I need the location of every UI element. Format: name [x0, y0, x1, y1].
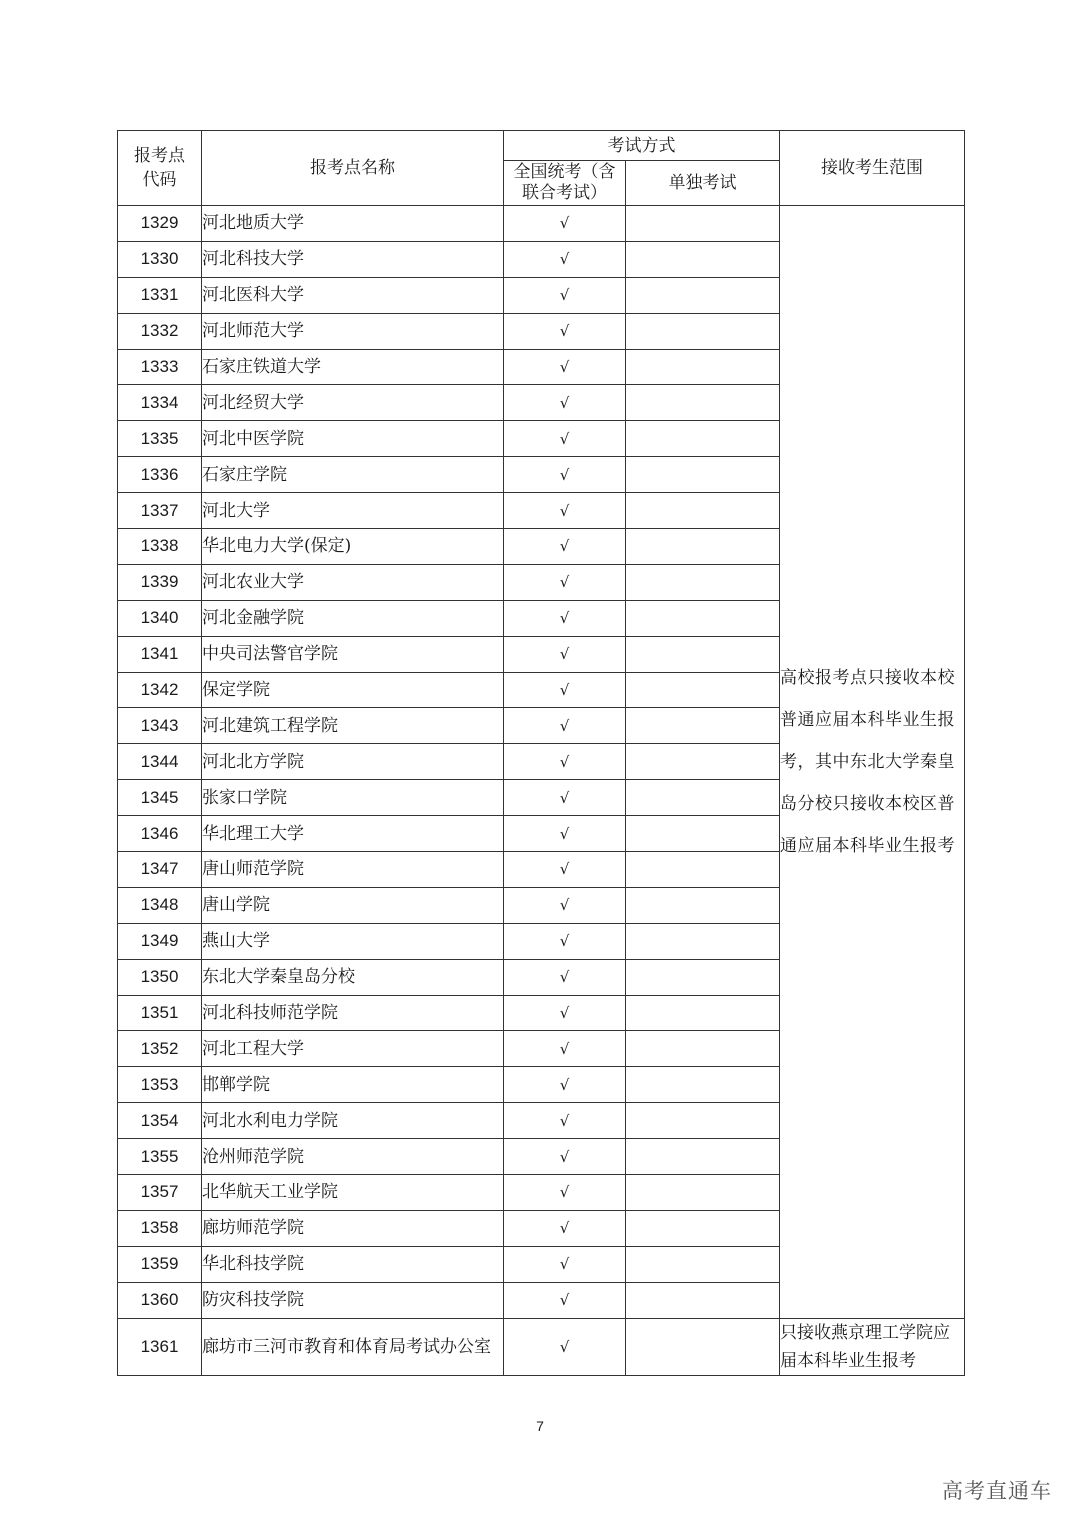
name-cell: 河北科技大学	[202, 241, 504, 277]
single-exam-cell	[626, 923, 780, 959]
single-exam-cell	[626, 887, 780, 923]
name-cell: 东北大学秦皇岛分校	[202, 959, 504, 995]
national-check-cell: √	[504, 277, 626, 313]
single-exam-cell	[626, 1318, 780, 1375]
national-check-cell: √	[504, 1318, 626, 1375]
single-exam-cell	[626, 493, 780, 529]
single-exam-cell	[626, 206, 780, 242]
single-exam-cell	[626, 1031, 780, 1067]
single-exam-cell	[626, 241, 780, 277]
single-exam-cell	[626, 385, 780, 421]
code-cell: 1342	[118, 672, 202, 708]
name-cell: 河北北方学院	[202, 744, 504, 780]
code-cell: 1346	[118, 816, 202, 852]
national-check-cell: √	[504, 493, 626, 529]
code-cell: 1330	[118, 241, 202, 277]
national-check-cell: √	[504, 564, 626, 600]
single-exam-cell	[626, 708, 780, 744]
code-cell: 1336	[118, 457, 202, 493]
single-exam-cell	[626, 313, 780, 349]
national-check-cell: √	[504, 600, 626, 636]
name-cell: 河北水利电力学院	[202, 1103, 504, 1139]
national-check-cell: √	[504, 349, 626, 385]
name-cell: 石家庄学院	[202, 457, 504, 493]
national-check-cell: √	[504, 1246, 626, 1282]
name-cell: 邯郸学院	[202, 1067, 504, 1103]
national-check-cell: √	[504, 385, 626, 421]
name-cell: 华北理工大学	[202, 816, 504, 852]
national-check-cell: √	[504, 887, 626, 923]
national-check-cell: √	[504, 421, 626, 457]
single-exam-cell	[626, 600, 780, 636]
code-cell: 1339	[118, 564, 202, 600]
code-cell: 1334	[118, 385, 202, 421]
name-cell: 石家庄铁道大学	[202, 349, 504, 385]
national-check-cell: √	[504, 636, 626, 672]
single-exam-cell	[626, 959, 780, 995]
single-exam-cell	[626, 780, 780, 816]
header-single: 单独考试	[626, 161, 780, 206]
table-body	[118, 206, 965, 1376]
code-cell: 1349	[118, 923, 202, 959]
code-cell: 1340	[118, 600, 202, 636]
header-exam-mode: 考试方式	[504, 131, 780, 161]
name-cell: 张家口学院	[202, 780, 504, 816]
name-cell: 河北中医学院	[202, 421, 504, 457]
code-cell: 1331	[118, 277, 202, 313]
code-cell: 1357	[118, 1175, 202, 1211]
single-exam-cell	[626, 636, 780, 672]
header-national: 全国统考（含联合考试）	[504, 161, 626, 206]
name-cell: 河北大学	[202, 493, 504, 529]
header-code: 报考点代码	[118, 131, 202, 206]
national-check-cell: √	[504, 780, 626, 816]
national-check-cell: √	[504, 1031, 626, 1067]
scope-cell-last: 只接收燕京理工学院应届本科毕业生报考	[780, 1318, 965, 1375]
single-exam-cell	[626, 1103, 780, 1139]
code-cell: 1335	[118, 421, 202, 457]
code-cell: 1360	[118, 1282, 202, 1318]
name-cell: 唐山学院	[202, 887, 504, 923]
name-cell: 廊坊市三河市教育和体育局考试办公室	[202, 1318, 504, 1375]
code-cell: 1354	[118, 1103, 202, 1139]
national-check-cell: √	[504, 1210, 626, 1246]
single-exam-cell	[626, 672, 780, 708]
name-cell: 河北科技师范学院	[202, 995, 504, 1031]
single-exam-cell	[626, 1210, 780, 1246]
single-exam-cell	[626, 1067, 780, 1103]
code-cell: 1343	[118, 708, 202, 744]
code-cell: 1345	[118, 780, 202, 816]
code-cell: 1338	[118, 529, 202, 565]
code-cell: 1348	[118, 887, 202, 923]
single-exam-cell	[626, 529, 780, 565]
name-cell: 河北工程大学	[202, 1031, 504, 1067]
national-check-cell: √	[504, 206, 626, 242]
single-exam-cell	[626, 995, 780, 1031]
exam-site-table	[117, 130, 965, 1376]
national-check-cell: √	[504, 959, 626, 995]
page-number: 7	[536, 1418, 544, 1434]
code-cell: 1332	[118, 313, 202, 349]
name-cell: 燕山大学	[202, 923, 504, 959]
name-cell: 廊坊师范学院	[202, 1210, 504, 1246]
national-check-cell: √	[504, 995, 626, 1031]
single-exam-cell	[626, 744, 780, 780]
name-cell: 中央司法警官学院	[202, 636, 504, 672]
table-row	[118, 1318, 965, 1375]
code-cell: 1361	[118, 1318, 202, 1375]
name-cell: 北华航天工业学院	[202, 1175, 504, 1211]
single-exam-cell	[626, 1246, 780, 1282]
single-exam-cell	[626, 277, 780, 313]
name-cell: 沧州师范学院	[202, 1139, 504, 1175]
code-cell: 1353	[118, 1067, 202, 1103]
code-cell: 1329	[118, 206, 202, 242]
code-cell: 1359	[118, 1246, 202, 1282]
name-cell: 河北医科大学	[202, 277, 504, 313]
name-cell: 河北农业大学	[202, 564, 504, 600]
code-cell: 1337	[118, 493, 202, 529]
national-check-cell: √	[504, 1067, 626, 1103]
header-scope: 接收考生范围	[780, 131, 965, 206]
table-row	[118, 206, 965, 242]
national-check-cell: √	[504, 852, 626, 888]
national-check-cell: √	[504, 241, 626, 277]
national-check-cell: √	[504, 816, 626, 852]
name-cell: 河北师范大学	[202, 313, 504, 349]
code-cell: 1341	[118, 636, 202, 672]
national-check-cell: √	[504, 529, 626, 565]
header-name: 报考点名称	[202, 131, 504, 206]
national-check-cell: √	[504, 1175, 626, 1211]
single-exam-cell	[626, 564, 780, 600]
national-check-cell: √	[504, 313, 626, 349]
name-cell: 华北科技学院	[202, 1246, 504, 1282]
code-cell: 1352	[118, 1031, 202, 1067]
code-cell: 1350	[118, 959, 202, 995]
name-cell: 河北建筑工程学院	[202, 708, 504, 744]
single-exam-cell	[626, 1175, 780, 1211]
watermark: 高考直通车	[942, 1479, 1052, 1503]
code-cell: 1344	[118, 744, 202, 780]
single-exam-cell	[626, 457, 780, 493]
national-check-cell: √	[504, 1282, 626, 1318]
code-cell: 1351	[118, 995, 202, 1031]
single-exam-cell	[626, 1139, 780, 1175]
code-cell: 1333	[118, 349, 202, 385]
single-exam-cell	[626, 852, 780, 888]
name-cell: 河北金融学院	[202, 600, 504, 636]
scope-cell-main: 高校报考点只接收本校普通应届本科毕业生报考，其中东北大学秦皇岛分校只接收本校区普通应届本科毕业生报考	[780, 206, 965, 1319]
national-check-cell: √	[504, 672, 626, 708]
code-cell: 1347	[118, 852, 202, 888]
national-check-cell: √	[504, 744, 626, 780]
single-exam-cell	[626, 816, 780, 852]
name-cell: 河北地质大学	[202, 206, 504, 242]
name-cell: 保定学院	[202, 672, 504, 708]
single-exam-cell	[626, 421, 780, 457]
single-exam-cell	[626, 1282, 780, 1318]
national-check-cell: √	[504, 923, 626, 959]
national-check-cell: √	[504, 708, 626, 744]
name-cell: 防灾科技学院	[202, 1282, 504, 1318]
code-cell: 1358	[118, 1210, 202, 1246]
single-exam-cell	[626, 349, 780, 385]
national-check-cell: √	[504, 1103, 626, 1139]
national-check-cell: √	[504, 1139, 626, 1175]
code-cell: 1355	[118, 1139, 202, 1175]
name-cell: 华北电力大学(保定)	[202, 529, 504, 565]
name-cell: 唐山师范学院	[202, 852, 504, 888]
name-cell: 河北经贸大学	[202, 385, 504, 421]
national-check-cell: √	[504, 457, 626, 493]
